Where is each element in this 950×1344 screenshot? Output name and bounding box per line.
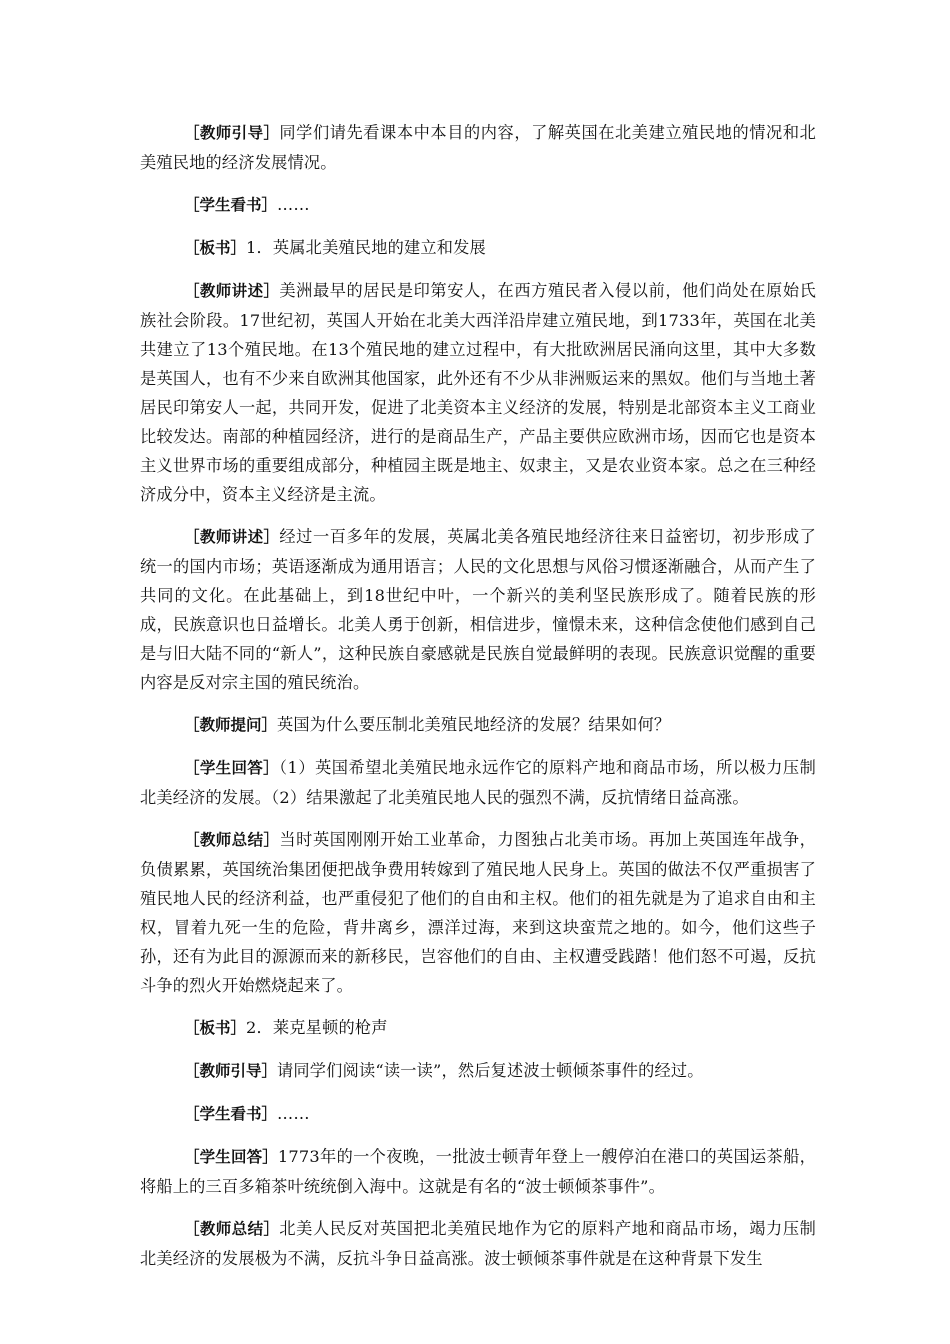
document-page xyxy=(140,118,816,1286)
paragraph-tag: ［学生看书］ xyxy=(184,196,278,214)
paragraph-student-reading-1 xyxy=(140,190,816,220)
paragraph-teacher-guide-1 xyxy=(140,118,816,177)
paragraph-text: …… xyxy=(277,195,310,214)
paragraph-text: 北美人民反对英国把北美殖民地作为它的原料产地和商品市场，竭力压制北美经济的发展极为不满，反抗斗争日益高涨。波士顿倾茶事件就是在这种背景下发生 xyxy=(140,1219,816,1268)
paragraph-tag: ［板书］ xyxy=(184,239,247,257)
paragraph-tag: ［教师讲述］ xyxy=(184,282,280,300)
paragraph-student-answer-1 xyxy=(140,753,816,812)
paragraph-tag: ［教师提问］ xyxy=(184,716,278,734)
paragraph-text: 美洲最早的居民是印第安人，在西方殖民者入侵以前，他们尚处在原始氏族社会阶段。17世纪初，英国人开始在北美大西洋沿岸建立殖民地，到1733年，英国在北美共建立了13个殖民地。在13个殖民地的建立过程中，有大批欧洲居民涌向这里，其中大多数是英国人，也有不少来自欧洲其他国家，此外还有不少从非洲贩运来的黑奴。他们与当地土著居民印第安人一起，共同开发，促进了北美资本主义经济的发展，特别是北部资本主义工商业比较发达。南部的种植园经济，进行的是商品生产，产品主要供应欧洲市场，因而它也是资本主义世界市场的重要组成部分，种植园主既是地主、奴隶主，又是农业资本家。总之在三种经济成分中，资本主义经济是主流。 xyxy=(140,281,816,504)
paragraph-tag: ［学生回答］ xyxy=(184,759,279,777)
paragraph-board-2 xyxy=(140,1013,816,1043)
paragraph-text: 请同学们阅读“读一读”，然后复述波士顿倾茶事件的经过。 xyxy=(277,1061,704,1080)
paragraph-text: 2．莱克星顿的枪声 xyxy=(246,1018,388,1037)
paragraph-text: …… xyxy=(277,1104,310,1123)
paragraph-text: 英国为什么要压制北美殖民地经济的发展？结果如何？ xyxy=(277,715,671,734)
paragraph-tag: ［教师总结］ xyxy=(184,831,280,849)
paragraph-board-1 xyxy=(140,233,816,263)
paragraph-tag: ［教师总结］ xyxy=(184,1220,280,1238)
paragraph-tag: ［板书］ xyxy=(184,1019,247,1037)
paragraph-teacher-guide-2 xyxy=(140,1056,816,1086)
paragraph-text: 当时英国刚刚开始工业革命，力图独占北美市场。再加上英国连年战争，负债累累，英国统治集团便把战争费用转嫁到了殖民地人民身上。英国的做法不仅严重损害了殖民地人民的经济利益，也严重侵犯了他们的自由和主权。他们的祖先就是为了追求自由和主权，冒着九死一生的危险，背井离乡，漂洋过海，来到这块蛮荒之地的。如今，他们这些子孙，还有为此目的源源而来的新移民，岂容他们的自由、主权遭受践踏！他们怒不可遏，反抗斗争的烈火开始燃烧起来了。 xyxy=(140,830,816,995)
paragraph-teacher-narration-2 xyxy=(140,522,816,697)
paragraph-tag: ［教师引导］ xyxy=(184,1062,278,1080)
paragraph-text: 1773年的一个夜晚，一批波士顿青年登上一艘停泊在港口的英国运茶船，将船上的三百多箱茶叶统统倒入海中。这就是有名的“波士顿倾茶事件”。 xyxy=(140,1147,816,1196)
paragraph-tag: ［学生回答］ xyxy=(184,1148,278,1166)
paragraph-tag: ［学生看书］ xyxy=(184,1105,278,1123)
paragraph-teacher-question xyxy=(140,710,816,740)
paragraph-student-answer-2 xyxy=(140,1142,816,1201)
paragraph-text: 经过一百多年的发展，英属北美各殖民地经济往来日益密切，初步形成了统一的国内市场；英语逐渐成为通用语言；人民的文化思想与风俗习惯逐渐融合，从而产生了共同的文化。在此基础上，到18世纪中叶，一个新兴的美利坚民族形成了。随着民族的形成，民族意识也日益增长。北美人勇于创新，相信进步，憧憬未来，这种信念使他们感到自己是与旧大陆不同的“新人”，这种民族自豪感就是民族自觉最鲜明的表现。民族意识觉醒的重要内容是反对宗主国的殖民统治。 xyxy=(140,527,816,692)
paragraph-tag: ［教师引导］ xyxy=(184,124,280,142)
paragraph-text: 1．英属北美殖民地的建立和发展 xyxy=(246,238,486,257)
paragraph-teacher-summary-1 xyxy=(140,825,816,1000)
paragraph-student-reading-2 xyxy=(140,1099,816,1129)
paragraph-text: （1）英国希望北美殖民地永远作它的原料产地和商品市场，所以极力压制北美经济的发展。（2）结果激起了北美殖民地人民的强烈不满，反抗情绪日益高涨。 xyxy=(140,758,816,807)
paragraph-tag: ［教师讲述］ xyxy=(184,528,280,546)
paragraph-text: 同学们请先看课本中本目的内容，了解英国在北美建立殖民地的情况和北美殖民地的经济发展情况。 xyxy=(140,123,816,172)
paragraph-teacher-summary-2 xyxy=(140,1214,816,1273)
paragraph-teacher-narration-1 xyxy=(140,276,816,509)
